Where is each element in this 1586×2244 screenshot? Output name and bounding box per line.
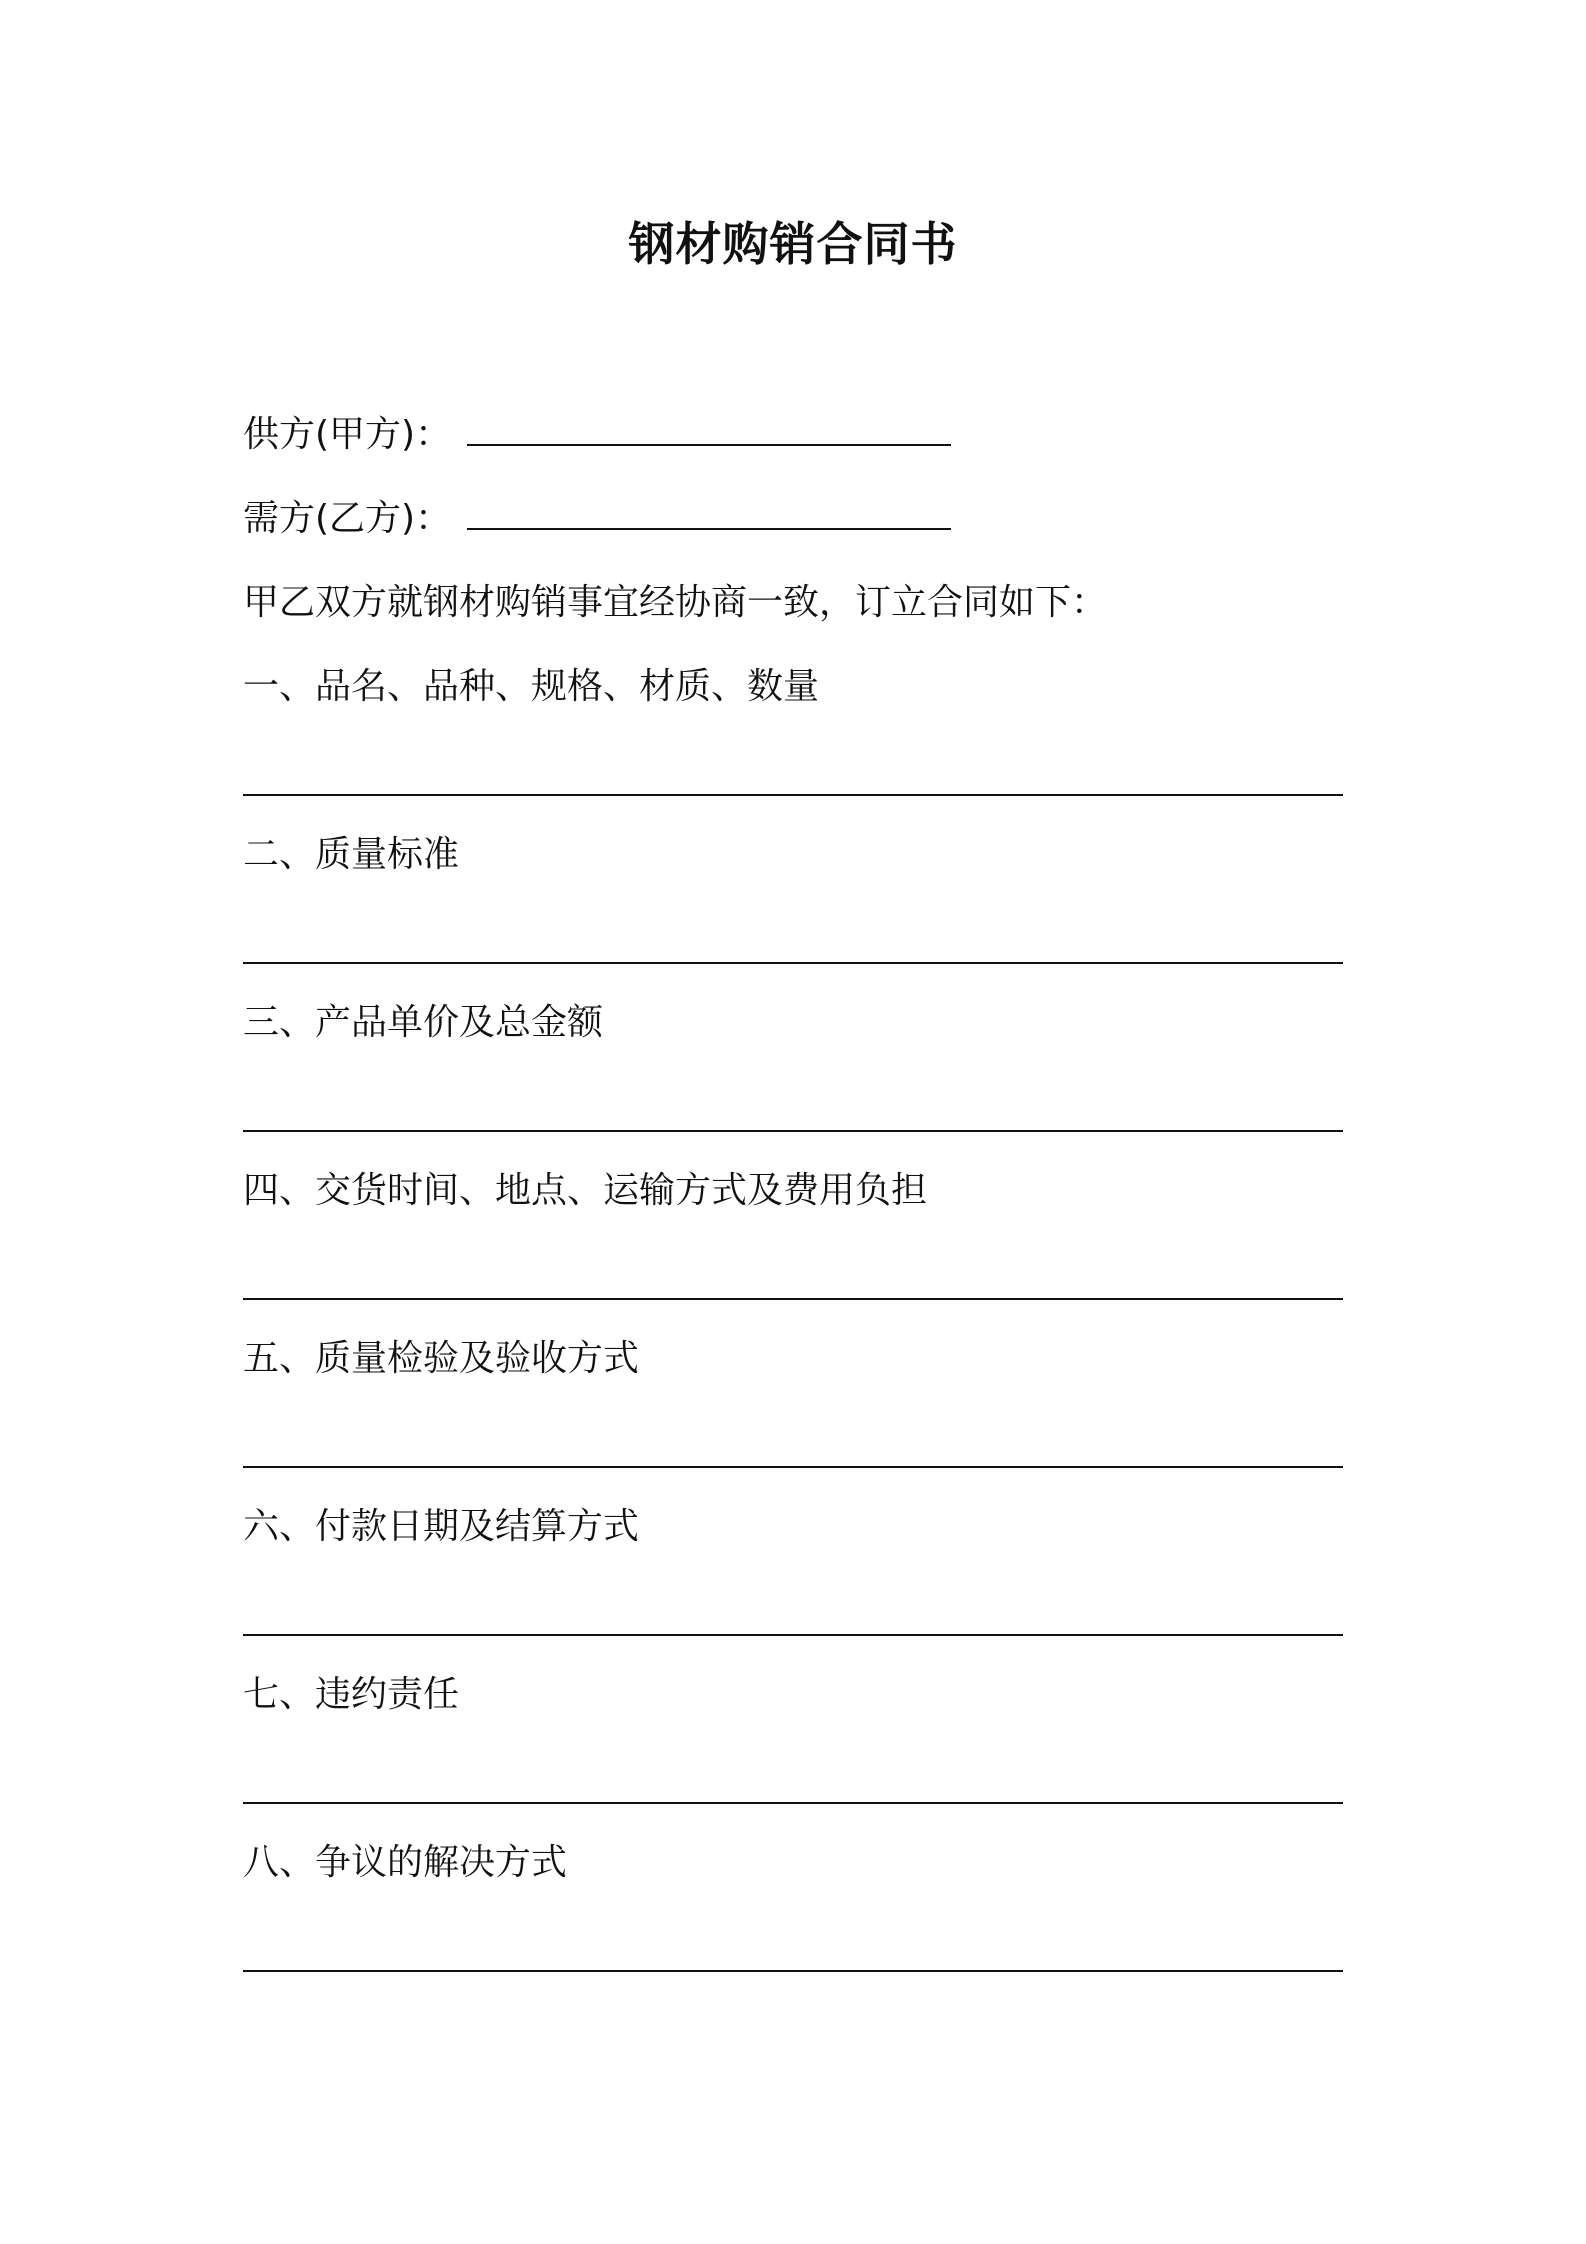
section-blank-line-2[interactable] [243, 962, 1343, 964]
supplier-label: 供方(甲方)： [243, 414, 452, 455]
section-heading-2: 二、质量标准 [243, 834, 460, 875]
section-heading-5: 五、质量检验及验收方式 [243, 1338, 640, 1379]
buyer-label: 需方(乙方)： [243, 498, 452, 539]
section-blank-line-1[interactable] [243, 794, 1343, 796]
buyer-line [243, 495, 951, 543]
supplier-blank-field[interactable] [467, 414, 951, 446]
section-heading-1: 一、品名、品种、规格、材质、数量 [243, 666, 820, 707]
section-heading-7: 七、违约责任 [243, 1674, 460, 1715]
section-blank-line-7[interactable] [243, 1802, 1343, 1804]
section-blank-line-3[interactable] [243, 1130, 1343, 1132]
section-heading-8: 八、争议的解决方式 [243, 1842, 568, 1883]
section-blank-line-8[interactable] [243, 1970, 1343, 1972]
buyer-blank-field[interactable] [467, 498, 951, 530]
section-blank-line-4[interactable] [243, 1298, 1343, 1300]
section-heading-6: 六、付款日期及结算方式 [243, 1506, 640, 1547]
section-blank-line-5[interactable] [243, 1466, 1343, 1468]
section-blank-line-6[interactable] [243, 1634, 1343, 1636]
section-heading-3: 三、产品单价及总金额 [243, 1002, 604, 1043]
section-heading-4: 四、交货时间、地点、运输方式及费用负担 [243, 1170, 928, 1211]
page-title: 钢材购销合同书 [628, 217, 958, 271]
supplier-line [243, 411, 951, 459]
intro-text: 甲乙双方就钢材购销事宜经协商一致，订立合同如下： [243, 582, 1108, 623]
